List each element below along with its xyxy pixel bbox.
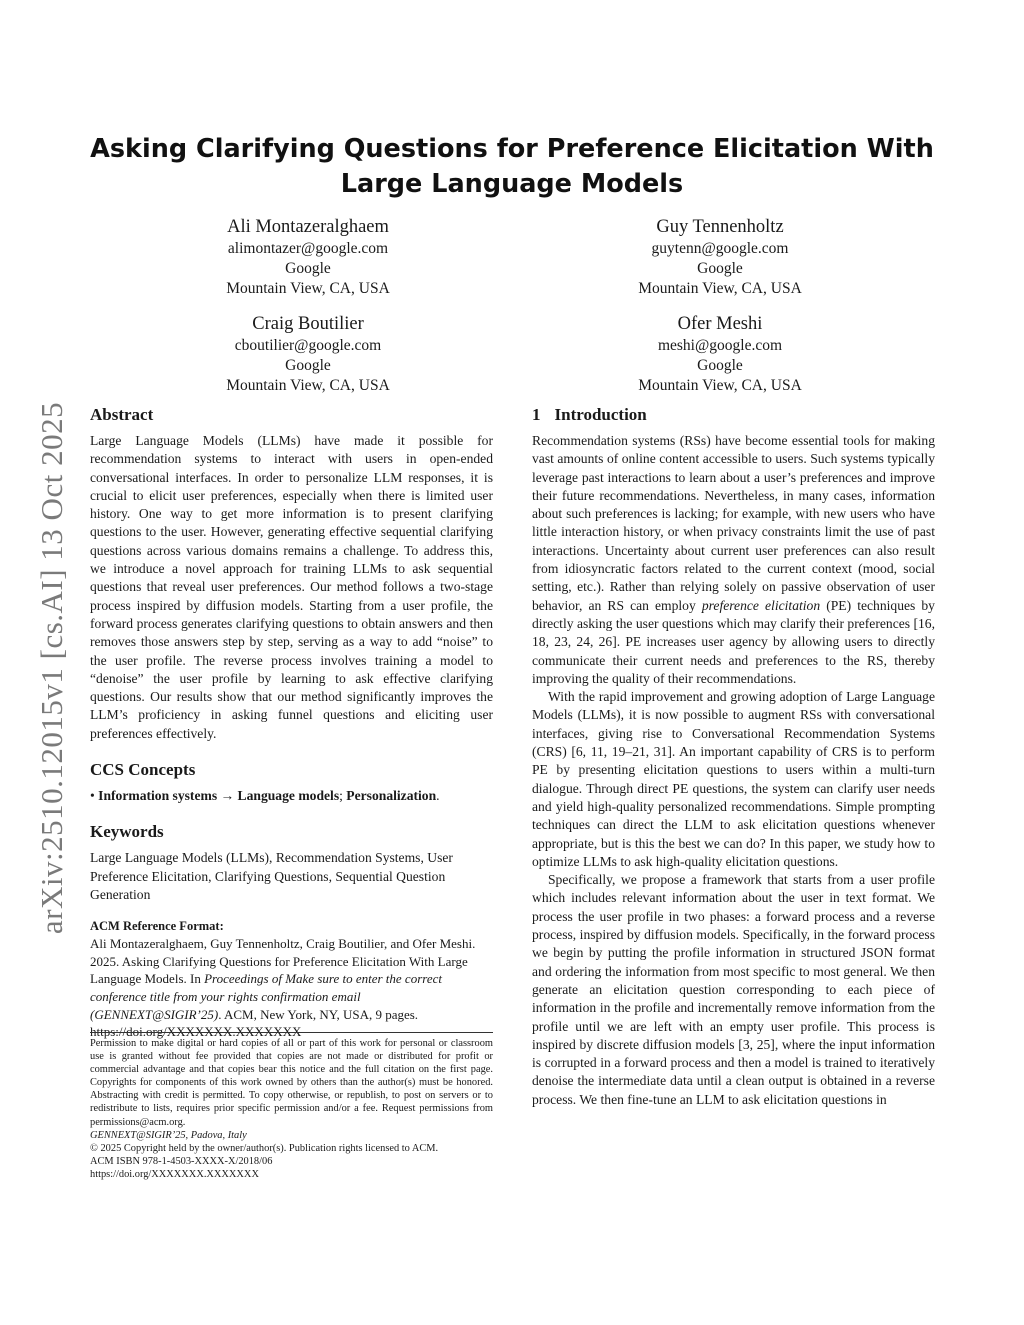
- author-location: Mountain View, CA, USA: [226, 377, 390, 394]
- right-column: [532, 404, 935, 1109]
- paper-title: [90, 132, 934, 202]
- author-block-1: [148, 215, 468, 299]
- acm-ref-pre: Ali Montazeralghaem, Guy Tennenholtz, Craig Boutilier, and Ofer Meshi. 2025. Asking Clarifying Questions for Preference Elicitation With Large Language Models. In: [90, 936, 476, 987]
- author-name: Ali Montazeralghaem: [227, 217, 389, 237]
- intro-p1-start: Recommendation systems (RSs) have become essential tools for making vast amounts of online content accessible to users. Such systems typically leverage past interactions to learn about a user’s preferences and improve their future recommendations. Nevertheless, in many cases, information about such preferences is lacking; for example, with new users who have little interaction history, or when privacy constraints limit the use of past interactions. Uncertainty about current user preferences can also result from idiosyncratic factors related to the current context (mood, social setting, etc.). Rather than relying solely on passive observation of user behavior, an RS can employ: [532, 433, 935, 613]
- author-block-2: [560, 215, 880, 299]
- intro-paragraph-2: With the rapid improvement and growing adoption of Large Language Models (LLMs), it is now possible to augment RSs with conversational interfaces, giving rise to Conversational Recommendation Systems (CRS) [6, 11, 19–21, 31]. An important capability of CRS is to perform PE by presenting elicitation questions to users within a multi-turn dialogue. Through direct PE questions, the system can clarify user needs and yield high-quality personalized recommendations. Simple prompting techniques can direct the LLM to ask elicitation questions whenever appropriate, but is this the best we can do? In this paper, we study how to optimize LLMs to ask high-quality elicitation questions.: [532, 689, 935, 869]
- abstract-text: Large Language Models (LLMs) have made it possible for recommendation systems to interact with users in open-ended conversational interfaces. In order to personalize LLM responses, it is crucial to elicit user preferences, especially when there is limited user history. One way to get more information is to present clarifying questions to the user. However, generating effective sequential clarifying questions across various domains remains a challenge. To address this, we introduce a novel approach for training LLMs to ask sequential questions that reveal user preferences. Our method follows a two-stage process inspired by diffusion models. Starting from a user profile, the forward process generates clarifying questions to obtain answers and then removes those answers step by step, serving as a way to add “noise” to the user profile. The reverse process involves training a model to “denoise” the user profile by learning to ask effective clarifying questions. Our results show that our method significantly improves the LLM’s proficiency in asking funnel questions and eliciting user preferences effectively.: [90, 433, 493, 741]
- acm-ref-proceedings: Proceedings of Make sure to enter the correct conference title from your rights confirmation email (GENNEXT@SIGIR’25): [90, 971, 442, 1022]
- introduction-heading: [532, 404, 935, 426]
- ccs-bullet: •: [90, 788, 99, 804]
- abstract-heading: Abstract: [90, 405, 154, 424]
- ccs-concepts: [90, 787, 493, 805]
- author-location: Mountain View, CA, USA: [638, 377, 802, 394]
- author-name: Guy Tennenholtz: [656, 217, 784, 237]
- isbn-line: ACM ISBN 978-1-4503-XXXX-X/2018/06: [90, 1155, 273, 1167]
- arxiv-identifier-text: arXiv:2510.12015v1 [cs.AI] 13 Oct 2025: [34, 401, 69, 934]
- ccs-concept-1: Information systems: [98, 788, 218, 804]
- author-org: Google: [285, 357, 331, 374]
- author-location: Mountain View, CA, USA: [226, 280, 390, 297]
- keywords-heading: Keywords: [90, 822, 164, 842]
- section-number: 1: [532, 405, 541, 424]
- title-line-1: Asking Clarifying Questions for Preference Elicitation With: [90, 134, 934, 164]
- author-block-3: [148, 312, 468, 396]
- left-column: [90, 404, 493, 1041]
- author-email: meshi@google.com: [657, 337, 783, 354]
- author-org: Google: [697, 260, 743, 277]
- author-org: Google: [697, 357, 743, 374]
- author-email: alimontazer@google.com: [227, 240, 389, 257]
- author-name: Craig Boutilier: [252, 314, 364, 334]
- arxiv-identifier: [22, 380, 82, 955]
- ccs-heading: CCS Concepts: [90, 760, 196, 780]
- title-line-2: Large Language Models: [340, 169, 684, 199]
- doi-line: https://doi.org/XXXXXXX.XXXXXXX: [90, 1168, 259, 1180]
- permission-notice: Permission to make digital or hard copies of all or part of this work for personal or classroom use is granted without fee provided that copies are not made or distributed for profit or commercial advantage and that copies bear this notice and the full citation on the first page. Copyrights for components of this work owned by others than the author(s) must be honored. Abstracting with credit is permitted. To copy otherwise, or republish, to post on servers or to redistribute to lists, requires prior specific permission and/or a fee. Request permissions from permissions@acm.org.: [90, 1038, 493, 1128]
- author-email: guytenn@google.com: [651, 240, 789, 257]
- author-org: Google: [285, 260, 331, 277]
- author-block-4: [560, 312, 880, 396]
- ccs-end: .: [436, 788, 440, 804]
- intro-p1-term: preference elicitation: [701, 597, 821, 613]
- acm-reference-heading: ACM Reference Format:: [90, 919, 224, 934]
- acm-ref-post: . ACM, New York, NY, USA, 9 pages. https://doi.org/XXXXXXX.XXXXXXX: [90, 1006, 419, 1040]
- keywords-text: Large Language Models (LLMs), Recommendation Systems, User Preference Elicitation, Clarifying Questions, Sequential Question Generation: [90, 850, 453, 902]
- copyright-footnote: [90, 1032, 493, 1181]
- copyright-line: © 2025 Copyright held by the owner/author(s). Publication rights licensed to ACM.: [90, 1142, 439, 1154]
- author-location: Mountain View, CA, USA: [638, 280, 802, 297]
- intro-p1-end: (PE) techniques by directly asking the user questions which may clarify their preferences [16, 18, 23, 24, 26]. PE increases user agency by allowing users to directly communicate their current needs and preferences to the RS, thereby improving the quality of their recommendations.: [532, 597, 935, 686]
- intro-paragraph-3: Specifically, we propose a framework that starts from a user profile which includes relevant information about the user in text format. We process the user profile in two phases: a forward process and a reverse process, inspired by diffusion models. Specifically, in the forward process we begin by putting the profile information in structured JSON format and ordering the information from most specific to most general. We then generate an elicitation question corresponding to each piece of information in the profile and incrementally remove information from the profile until we are left with an empty user profile. This process is inspired by discrete diffusion models [3, 25], where the input information is corrupted in a forward process and then a model is trained to iteratively denoise the intermediate data until a clean output is obtained in a reverse process. We then fine-tune an LLM to ask elicitation questions in: [532, 872, 935, 1107]
- intro-paragraph-1: [532, 432, 935, 688]
- ccs-concept-3: Personalization: [346, 788, 437, 804]
- acm-reference-text: [90, 935, 493, 1041]
- section-title: Introduction: [554, 405, 647, 424]
- author-name: Ofer Meshi: [677, 314, 763, 334]
- venue-line: GENNEXT@SIGIR’25, Padova, Italy: [90, 1129, 247, 1141]
- ccs-concept-2: Language models: [237, 788, 340, 804]
- author-email: cboutilier@google.com: [234, 337, 382, 354]
- ccs-arrow: →: [217, 788, 238, 804]
- ccs-separator: ;: [339, 788, 347, 804]
